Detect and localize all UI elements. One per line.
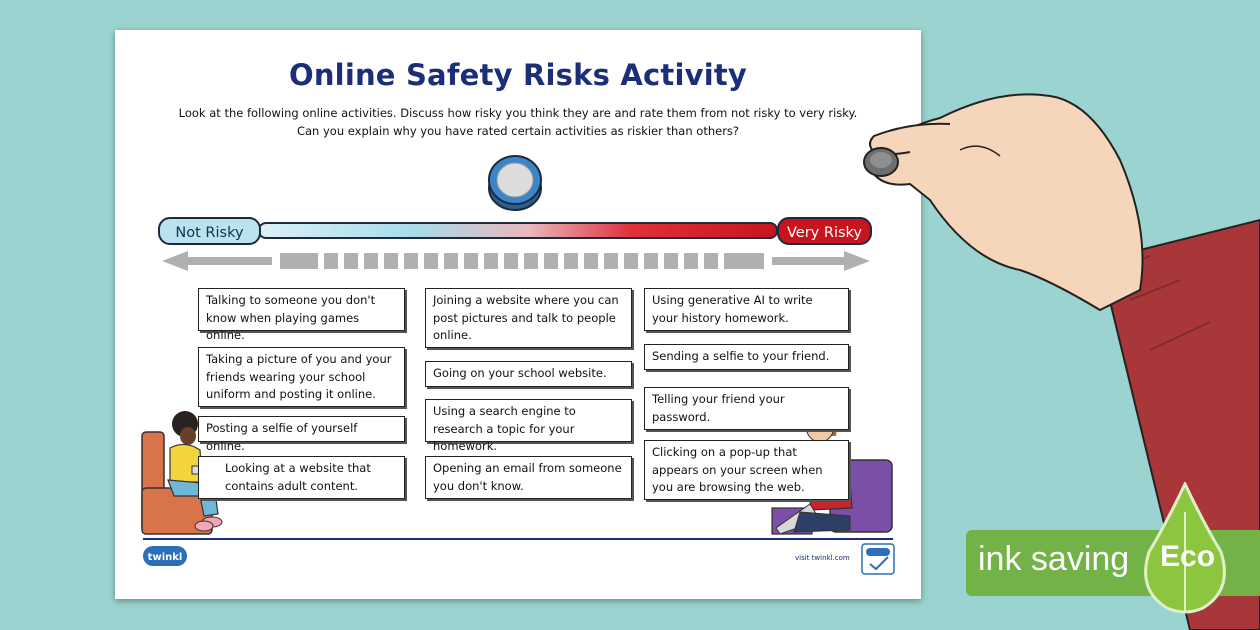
instruction-line-2: Can you explain why you have rated certain activities as riskier than others?: [296, 124, 740, 138]
activity-card[interactable]: Sending a selfie to your friend.: [644, 344, 849, 370]
worksheet-title: Online Safety Risks Activity: [288, 58, 748, 92]
instructions: [155, 104, 881, 140]
activity-card[interactable]: Using generative AI to write your history homework.: [644, 288, 849, 331]
double-arrow-scale: [162, 250, 870, 272]
activity-card[interactable]: Clicking on a pop-up that appears on your screen when you are browsing the web.: [644, 440, 849, 500]
activity-card[interactable]: Going on your school website.: [425, 361, 632, 387]
twinkl-logo: [143, 545, 189, 567]
logo-text: twinkl: [147, 552, 183, 563]
not-risky-label: Not Risky: [158, 217, 261, 245]
visit-link[interactable]: visit twinkl.com: [795, 554, 850, 562]
ink-saving-text: ink saving: [978, 540, 1130, 578]
worksheet-page: [115, 30, 921, 599]
activity-card[interactable]: Joining a website where you can post pictures and talk to people online.: [425, 288, 632, 348]
very-risky-label: Very Risky: [777, 217, 872, 245]
instruction-line-1: Look at the following online activities. Discuss how risky you think they are and rate them from not risky to very risky.: [178, 106, 858, 120]
activity-card[interactable]: Looking at a website that contains adult content.: [198, 456, 405, 499]
activity-card[interactable]: Using a search engine to research a topic for your homework.: [425, 399, 632, 442]
risk-slider-track[interactable]: [258, 222, 778, 239]
activity-card[interactable]: Talking to someone you don't know when playing games online.: [198, 288, 405, 331]
activity-card[interactable]: Taking a picture of you and your friends wearing your school uniform and posting it online.: [198, 347, 405, 407]
activity-card[interactable]: Opening an email from someone you don't know.: [425, 456, 632, 499]
activity-card[interactable]: Posting a selfie of yourself online.: [198, 416, 405, 442]
footer-divider: [143, 538, 893, 540]
slider-knob[interactable]: [487, 150, 543, 212]
eco-label: Eco: [1160, 540, 1216, 573]
activity-card[interactable]: Telling your friend your password.: [644, 387, 849, 430]
